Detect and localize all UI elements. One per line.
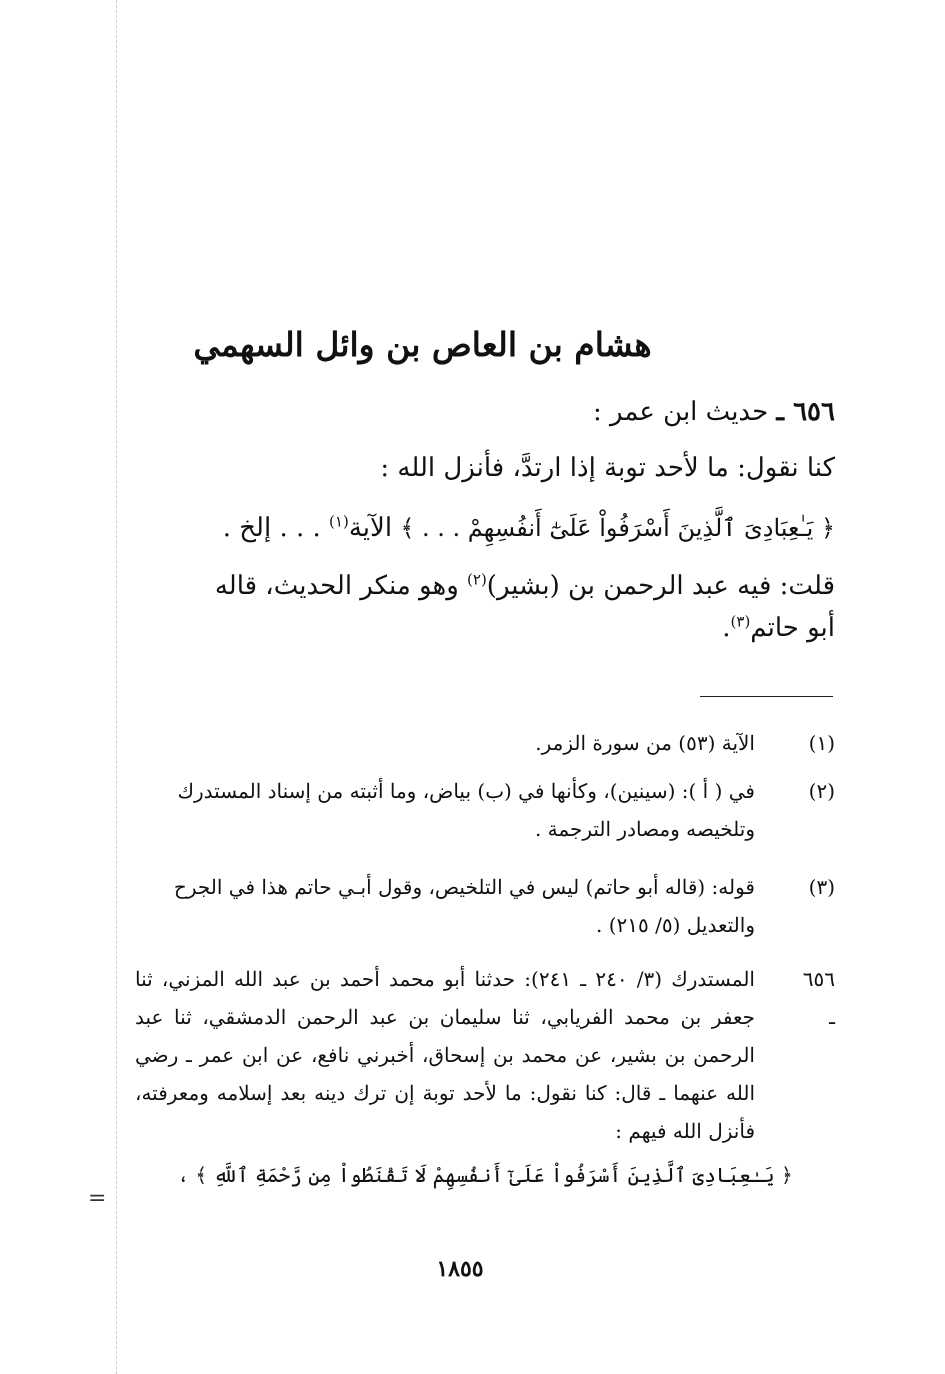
footnote-separator — [700, 696, 833, 697]
takhrij-commentary — [135, 960, 835, 1194]
footnote-text: في ( أ ): (سينين)، وكأنها في (ب) بياض، وما أثبته من إسناد المستدرك وتلخيصه ومصادر الترجمة . — [177, 779, 755, 841]
critique-part-b: وهو منكر الحديث، قاله — [214, 571, 459, 601]
footnote-ref-3: (٣) — [730, 612, 751, 631]
footnote-number: (٣) — [808, 875, 835, 899]
verse-label: الآية — [348, 513, 393, 543]
critique-part-a: قلت: فيه عبد الرحمن بن (بشير) — [486, 571, 835, 601]
commentary-verse: ﴿ يَـٰعِبَادِىَ ٱلَّذِينَ أَسْرَفُواْ عَلَىٰٓ أَنفُسِهِمْ لَا تَقْنَطُواْ مِن رَّحْمَةِ ٱللَّهِ ﴾ ، — [177, 1163, 793, 1187]
footnote-number: (٢) — [808, 779, 835, 803]
entry-intro: حديث ابن عمر : — [592, 397, 769, 427]
continuation-mark: = — [88, 1186, 107, 1211]
hadith-text-line: كنا نقول: ما لأحد توبة إذا ارتدَّ، فأنزل الله : — [380, 453, 835, 483]
footnote-number: (١) — [808, 731, 835, 755]
entry-number: ٦٥٦ ـ — [776, 397, 835, 427]
commentary-text: المستدرك (٣/ ٢٤٠ ـ ٢٤١): حدثنا أبو محمد أحمد بن عبد الله المزني، ثنا جعفر بن محمد الفريابي، ثنا سليمان بن عبد الرحمن الدمشقي، ثنا عبد الرحمن بن بشير، عن محمد بن إسحاق، أخبرني نافع، عن ابن عمر ـ رضي الله عنهما ـ قال: كنا نقول: ما لأحد توبة إن ترك دينه بعد إسلامه ومعرفته، فأنزل الله فيهم : — [135, 967, 755, 1143]
footnote-3 — [135, 868, 835, 944]
footnote-1 — [135, 724, 835, 762]
critique-text — [135, 565, 835, 649]
commentary-number: ٦٥٦ ـ — [802, 967, 835, 1029]
footnote-ref-1: (١) — [329, 512, 349, 531]
footnote-text: قوله: (قاله أبو حاتم) ليس في التلخيص، وقول أبـي حاتم هذا في الجرح والتعديل (٥/ ٢١٥) . — [173, 875, 755, 937]
footnote-text: الآية (٥٣) من سورة الزمر. — [535, 731, 755, 755]
page-number: ١٨٥٥ — [436, 1256, 484, 1282]
scan-margin-line — [116, 0, 117, 1374]
critique-end: . — [722, 613, 731, 643]
verse-etc: . . . إلخ . — [222, 513, 321, 543]
footnote-2 — [135, 772, 835, 848]
entry-heading — [135, 392, 835, 432]
critique-part-c: أبو حاتم — [750, 613, 835, 643]
footnote-ref-2: (٢) — [467, 570, 487, 589]
verse-line — [135, 507, 835, 549]
page-title: هشام بن العاص بن وائل السهمي — [193, 325, 652, 364]
quran-verse: ﴿ يَـٰعِبَادِىَ ٱلَّذِينَ أَسْرَفُواْ عَلَىٰٓ أَنفُسِهِمْ . . . ﴾ — [400, 514, 835, 542]
